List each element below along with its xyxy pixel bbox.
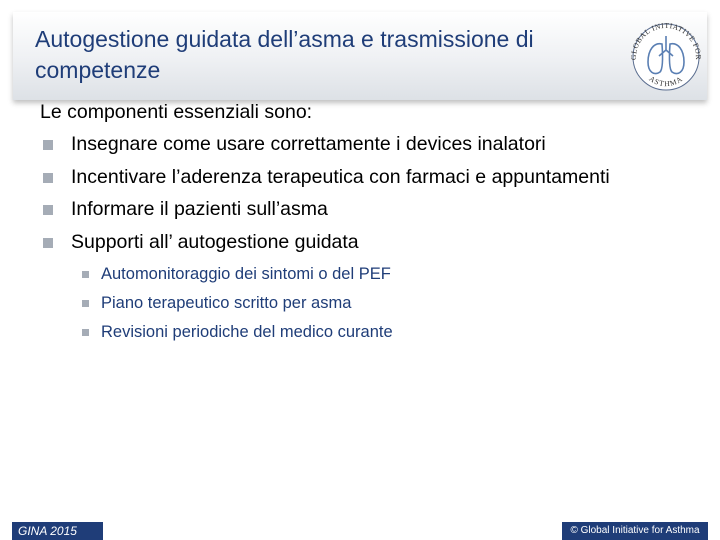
bullet-text: Incentivare l’aderenza terapeutica con farmaci e appuntamenti <box>71 165 610 188</box>
bullet-text: Supporti all’ autogestione guidata <box>71 230 359 253</box>
slide-header <box>13 12 707 100</box>
square-bullet-icon <box>82 329 89 336</box>
bullet-text: Informare il pazienti sull’asma <box>71 198 328 220</box>
sub-bullet-item <box>82 318 710 347</box>
sub-bullet-text: Piano terapeutico scritto per asma <box>101 294 352 312</box>
square-bullet-icon <box>43 140 53 150</box>
slide-title: Autogestione guidata dell’asma e trasmissione di competenze <box>35 26 534 83</box>
square-bullet-icon <box>82 300 89 307</box>
sub-bullet-item <box>82 289 710 318</box>
footer-gina-label: GINA 2015 <box>12 522 103 540</box>
footer-copyright: © Global Initiative for Asthma <box>562 522 708 540</box>
square-bullet-icon <box>82 271 89 278</box>
sub-bullet-text: Automonitoraggio dei sintomi o del PEF <box>101 265 391 283</box>
gina-logo <box>626 14 706 98</box>
sub-bullet-text: Revisioni periodiche del medico curante <box>101 323 393 341</box>
bullet-text: Insegnare come usare correttamente i devices inalatori <box>71 133 546 155</box>
bullet-item <box>40 193 710 226</box>
sub-bullet-item <box>82 260 710 289</box>
intro-text: Le componenti essenziali sono: <box>40 101 313 123</box>
bullet-item <box>40 161 710 194</box>
sub-bullet-list <box>40 260 710 347</box>
square-bullet-icon <box>43 238 53 248</box>
svg-text:ASTHMA: ASTHMA <box>647 73 685 89</box>
bullet-item <box>40 226 710 259</box>
square-bullet-icon <box>43 205 53 215</box>
main-bullet-list <box>40 128 710 258</box>
svg-text:GLOBAL INITIATIVE FOR: GLOBAL INITIATIVE FOR <box>628 20 704 61</box>
slide-body <box>40 96 710 347</box>
bullet-item <box>40 128 710 161</box>
square-bullet-icon <box>43 173 53 183</box>
